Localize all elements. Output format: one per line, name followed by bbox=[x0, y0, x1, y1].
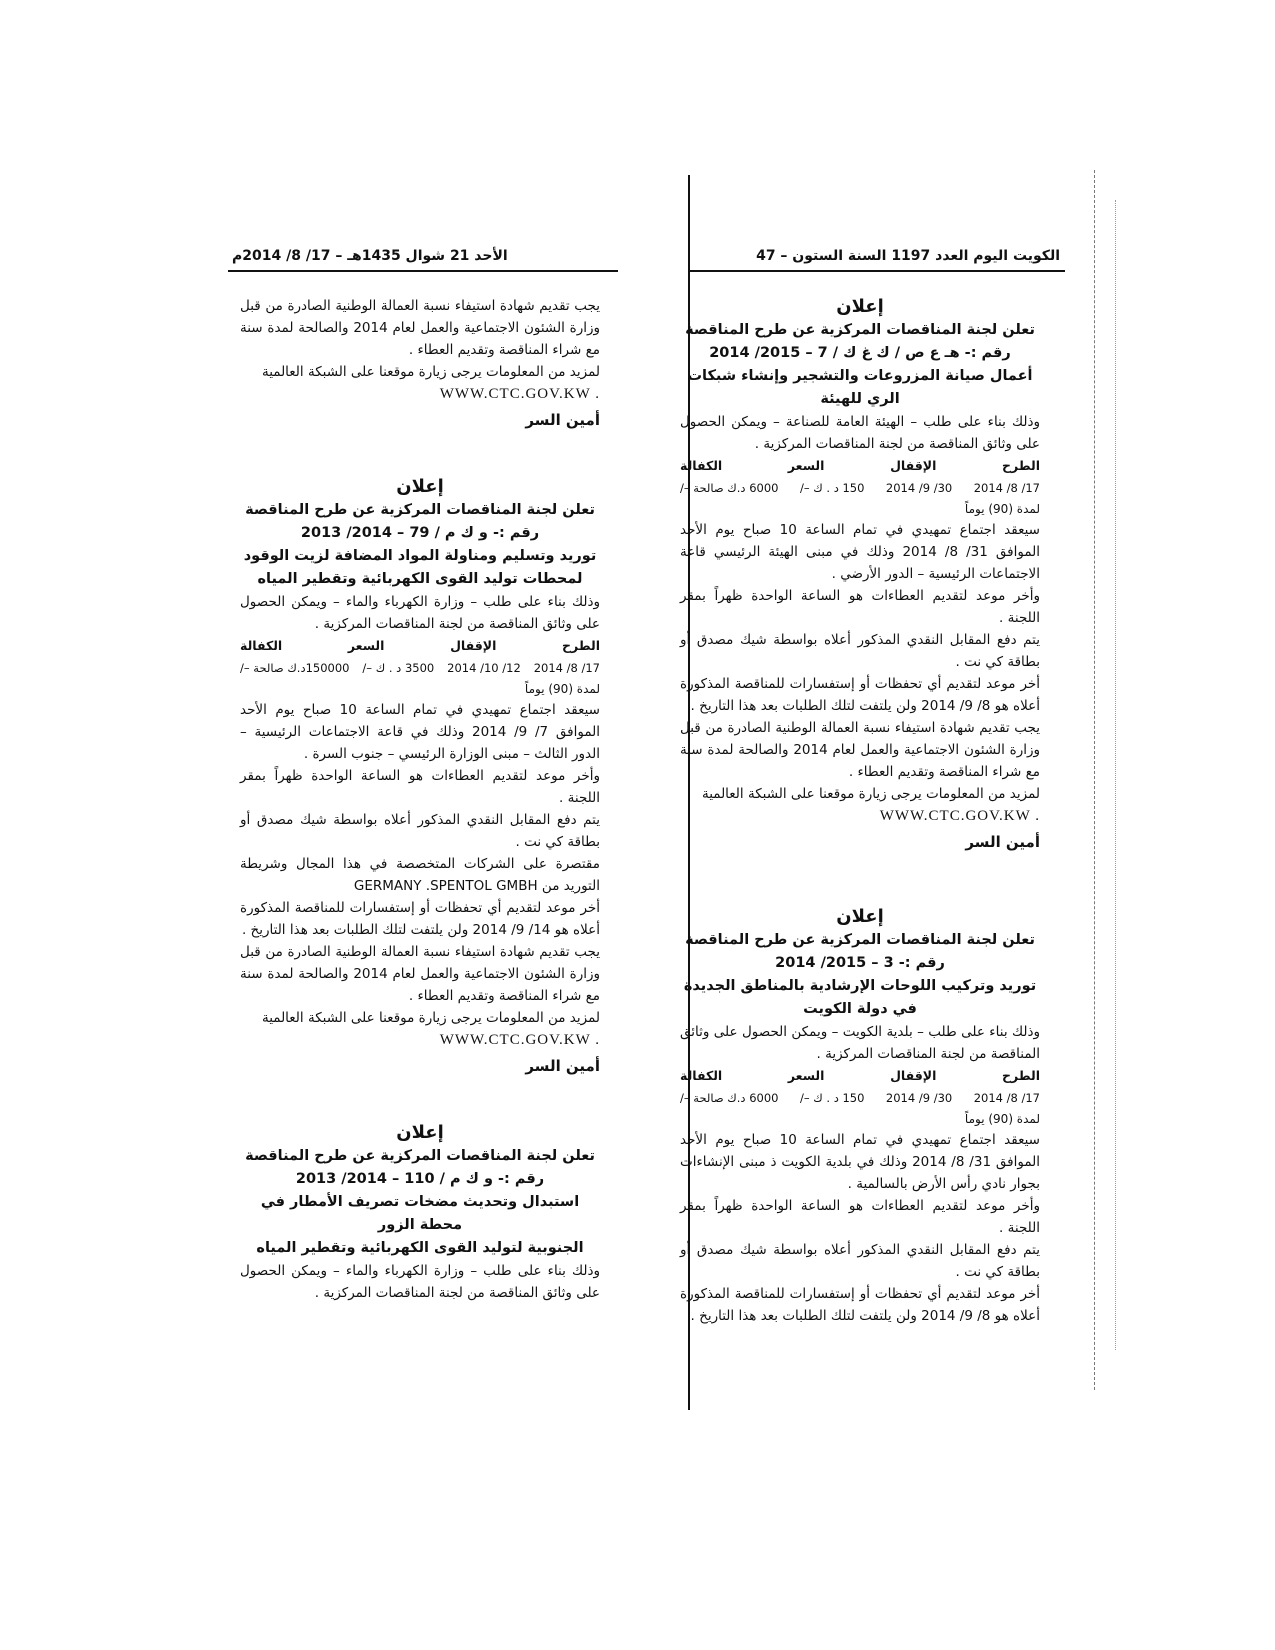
tender-number: رقم :- 3 – 2015/ 2014 bbox=[775, 955, 945, 971]
website-link[interactable]: WWW.CTC.GOV.KW . bbox=[439, 386, 600, 402]
col-guarantee: الكفالة bbox=[680, 458, 723, 473]
tender-announcement-2 bbox=[680, 905, 1040, 1327]
announcement-intro: تعلن لجنة المناقصات المركزية عن طرح المناقصة bbox=[685, 322, 1035, 338]
page-header-right: الكويت اليوم العدد 1197 السنة الستون – 47 bbox=[756, 248, 1060, 264]
announcement-intro: تعلن لجنة المناقصات المركزية عن طرح المناقصة bbox=[245, 502, 595, 518]
validity-duration: لمدة (90) يوماً bbox=[964, 1112, 1040, 1126]
offering-date: 17/ 8/ 2014 bbox=[533, 661, 600, 675]
paragraph: يتم دفع المقابل النقدي المذكور أعلاه بواسطة شيك مصدق أو بطاقة كي نت . bbox=[680, 1242, 1040, 1280]
tender-announcement-4 bbox=[240, 1121, 600, 1304]
col-guarantee: الكفالة bbox=[240, 638, 283, 653]
paragraph: وأخر موعد لتقديم العطاءات هو الساعة الواحدة ظهراً بمقر اللجنة . bbox=[680, 588, 1040, 626]
announcement-intro: تعلن لجنة المناقصات المركزية عن طرح المناقصة bbox=[245, 1148, 595, 1164]
closing-date: 30/ 9/ 2014 bbox=[885, 1091, 953, 1105]
price: 3500 د . ك –/ bbox=[362, 661, 435, 675]
paragraph: أخر موعد لتقديم أي تحفظات أو إستفسارات للمناقصة المذكورة أعلاه هو 8/ 9/ 2014 ولن يلتفت لتلك الطلبات بعد هذا التاريخ . bbox=[680, 1286, 1040, 1324]
tender-subject: توريد وتسليم ومناولة المواد المضافة لزيت الوقود bbox=[243, 548, 597, 564]
signature: أمين السر bbox=[525, 411, 600, 429]
announcement-title: إعلان bbox=[396, 476, 444, 497]
closing-date: 30/ 9/ 2014 bbox=[885, 481, 953, 495]
col-price: السعر bbox=[347, 638, 385, 653]
paragraph: يجب تقديم شهادة استيفاء نسبة العمالة الوطنية الصادرة من قبل وزارة الشئون الاجتماعية والعمل لعام 2014 والصالحة لمدة سنة مع شراء المناقصة وتقديم العطاء . bbox=[680, 720, 1040, 780]
paragraph: سيعقد اجتماع تمهيدي في تمام الساعة 10 صباح يوم الأحد الموافق 31/ 8/ 2014 وذلك في مبنى الهيئة الرئيسي قاعة الاجتماعات الرئيسية – الدور الأرضي . bbox=[680, 522, 1040, 582]
website-link[interactable]: WWW.CTC.GOV.KW . bbox=[879, 808, 1040, 824]
col-offering: الطرح bbox=[1002, 1068, 1040, 1083]
price: 150 د . ك –/ bbox=[799, 1091, 865, 1105]
tender-announcement-3 bbox=[240, 475, 600, 1079]
col-price: السعر bbox=[787, 1068, 825, 1083]
tender-continuation bbox=[240, 295, 600, 433]
price: 150 د . ك –/ bbox=[799, 481, 865, 495]
tender-body: وذلك بناء على طلب – الهيئة العامة للصناعة – ويمكن الحصول على وثائق المناقصة من لجنة المناقصات المركزية . bbox=[680, 414, 1040, 452]
left-column bbox=[240, 295, 600, 1304]
tender-number: رقم :- و ك م / 110 – 2014/ 2013 bbox=[295, 1171, 545, 1187]
tender-table-head bbox=[680, 1065, 1040, 1087]
signature: أمين السر bbox=[525, 1057, 600, 1075]
paragraph: يجب تقديم شهادة استيفاء نسبة العمالة الوطنية الصادرة من قبل وزارة الشئون الاجتماعية والعمل لعام 2014 والصالحة لمدة سنة مع شراء المناقصة وتقديم العطاء . bbox=[240, 944, 600, 1004]
margin-dashed-line bbox=[1094, 170, 1095, 1390]
tender-subject: استبدال وتحديث مضخات تصريف الأمطار في محطة الزور bbox=[260, 1194, 580, 1233]
paragraph: لمزيد من المعلومات يرجى زيارة موقعنا على الشبكة العالمية bbox=[261, 1010, 600, 1026]
tender-subject: لمحطات توليد القوى الكهربائية وتقطير المياه bbox=[257, 571, 583, 587]
paragraph: يجب تقديم شهادة استيفاء نسبة العمالة الوطنية الصادرة من قبل وزارة الشئون الاجتماعية والعمل لعام 2014 والصالحة لمدة سنة مع شراء المناقصة وتقديم العطاء . bbox=[240, 298, 600, 358]
paragraph: يتم دفع المقابل النقدي المذكور أعلاه بواسطة شيك مصدق أو بطاقة كي نت . bbox=[680, 632, 1040, 670]
right-column bbox=[680, 295, 1040, 1327]
tender-subject: الجنوبية لتوليد القوى الكهربائية وتقطير المياه bbox=[256, 1240, 584, 1256]
paragraph: لمزيد من المعلومات يرجى زيارة موقعنا على الشبكة العالمية bbox=[701, 786, 1040, 802]
margin-dotted-line bbox=[1115, 200, 1116, 1350]
col-closing: الإقفال bbox=[890, 458, 937, 473]
tender-announcement-1 bbox=[680, 295, 1040, 855]
announcement-intro: تعلن لجنة المناقصات المركزية عن طرح المناقصة bbox=[685, 932, 1035, 948]
col-guarantee: الكفالة bbox=[680, 1068, 723, 1083]
announcement-title: إعلان bbox=[396, 1122, 444, 1143]
paragraph: مقتصرة على الشركات المتخصصة في هذا المجال وشريطة التوريد من GERMANY .SPENTOL GMBH bbox=[240, 856, 600, 894]
tender-number: رقم :- هـ ع ص / ك غ ك / 7 – 2015/ 2014 bbox=[709, 345, 1011, 361]
col-offering: الطرح bbox=[1002, 458, 1040, 473]
guarantee: 6000 د.ك صالحة –/ bbox=[680, 1091, 779, 1105]
paragraph: سيعقد اجتماع تمهيدي في تمام الساعة 10 صباح يوم الأحد الموافق 7/ 9/ 2014 وذلك في قاعة الاجتماعات الرئيسية – الدور الثالث – مبنى الوزارة الرئيسي – جنوب السرة . bbox=[240, 702, 600, 762]
paragraph: يتم دفع المقابل النقدي المذكور أعلاه بواسطة شيك مصدق أو بطاقة كي نت . bbox=[240, 812, 600, 850]
paragraph: لمزيد من المعلومات يرجى زيارة موقعنا على الشبكة العالمية bbox=[261, 364, 600, 380]
tender-table-head bbox=[680, 455, 1040, 477]
guarantee: 150000د.ك صالحة –/ bbox=[240, 661, 350, 675]
announcement-title: إعلان bbox=[836, 296, 884, 317]
paragraph: أخر موعد لتقديم أي تحفظات أو إستفسارات للمناقصة المذكورة أعلاه هو 8/ 9/ 2014 ولن يلتفت لتلك الطلبات بعد هذا التاريخ . bbox=[680, 676, 1040, 714]
tender-subject: أعمال صيانة المزروعات والتشجير وإنشاء شبكات الري للهيئة bbox=[687, 368, 1033, 407]
closing-date: 12/ 10/ 2014 bbox=[447, 661, 521, 675]
website-link[interactable]: WWW.CTC.GOV.KW . bbox=[439, 1032, 600, 1048]
paragraph: أخر موعد لتقديم أي تحفظات أو إستفسارات للمناقصة المذكورة أعلاه هو 14/ 9/ 2014 ولن يلتفت لتلك الطلبات بعد هذا التاريخ . bbox=[240, 900, 600, 938]
tender-body: وذلك بناء على طلب – وزارة الكهرباء والماء – ويمكن الحصول على وثائق المناقصة من لجنة المناقصات المركزية . bbox=[240, 1263, 600, 1301]
validity-duration: لمدة (90) يوماً bbox=[964, 502, 1040, 516]
tender-table-row bbox=[680, 1087, 1040, 1109]
col-offering: الطرح bbox=[562, 638, 600, 653]
paragraph: سيعقد اجتماع تمهيدي في تمام الساعة 10 صباح يوم الأحد الموافق 31/ 8/ 2014 وذلك في بلدية الكويت ذ مبنى الإنشاءات بجوار نادي رأس الأرض بالسالمية . bbox=[680, 1132, 1041, 1192]
paragraph: وأخر موعد لتقديم العطاءات هو الساعة الواحدة ظهراً بمقر اللجنة . bbox=[240, 768, 600, 806]
tender-table-row bbox=[680, 477, 1040, 499]
tender-body: وذلك بناء على طلب – بلدية الكويت – ويمكن الحصول على وثائق المناقصة من لجنة المناقصات المركزية . bbox=[680, 1024, 1040, 1062]
guarantee: 6000 د.ك صالحة –/ bbox=[680, 481, 779, 495]
announcement-title: إعلان bbox=[836, 906, 884, 927]
header-rule-right bbox=[690, 270, 1065, 272]
validity-duration: لمدة (90) يوماً bbox=[524, 682, 600, 696]
col-closing: الإقفال bbox=[450, 638, 497, 653]
col-closing: الإقفال bbox=[890, 1068, 937, 1083]
page-header-left: الأحد 21 شوال 1435هـ – 17/ 8/ 2014م bbox=[232, 248, 508, 264]
offering-date: 17/ 8/ 2014 bbox=[973, 481, 1040, 495]
offering-date: 17/ 8/ 2014 bbox=[973, 1091, 1040, 1105]
tender-table-head bbox=[240, 635, 600, 657]
tender-number: رقم :- و ك م / 79 – 2014/ 2013 bbox=[300, 525, 540, 541]
col-price: السعر bbox=[787, 458, 825, 473]
signature: أمين السر bbox=[965, 833, 1040, 851]
paragraph: وأخر موعد لتقديم العطاءات هو الساعة الواحدة ظهراً بمقر اللجنة . bbox=[680, 1198, 1040, 1236]
tender-body: وذلك بناء على طلب – وزارة الكهرباء والماء – ويمكن الحصول على وثائق المناقصة من لجنة المناقصات المركزية . bbox=[240, 594, 600, 632]
header-rule-left bbox=[228, 270, 618, 272]
tender-table-row bbox=[240, 657, 600, 679]
tender-subject: توريد وتركيب اللوحات الإرشادية بالمناطق الجديدة في دولة الكويت bbox=[683, 978, 1037, 1017]
